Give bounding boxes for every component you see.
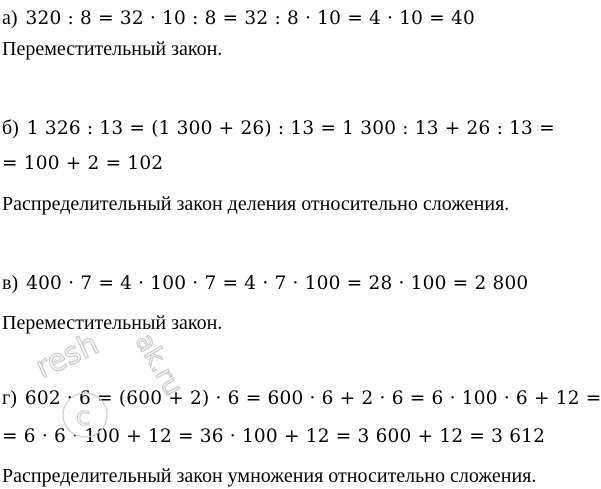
part-label: в) bbox=[2, 272, 19, 294]
part-b-law: Распределительный закон деления относительно сложения. bbox=[2, 193, 510, 215]
part-g-law: Распределительный закон умножения относительно сложения. bbox=[2, 465, 537, 487]
reshak-watermark-logo bbox=[30, 326, 190, 440]
equation-line: 1 326 : 13 = (1 300 + 26) : 13 = 1 300 : 13 + 26 : 13 = bbox=[26, 118, 555, 139]
part-a-equation bbox=[2, 6, 475, 31]
equation-line: 320 : 8 = 32 · 10 : 8 = 32 : 8 · 10 = 4 · 10 = 40 bbox=[25, 8, 475, 29]
part-g-equation bbox=[2, 386, 601, 411]
part-b-equation-cont: = 100 + 2 = 102 bbox=[2, 153, 164, 174]
part-a-law: Переместительный закон. bbox=[2, 38, 223, 60]
part-label: г) bbox=[2, 387, 17, 409]
part-v-law: Переместительный закон. bbox=[2, 312, 223, 334]
part-label: а) bbox=[2, 7, 18, 29]
equation-line: 602 · 6 = (600 + 2) · 6 = 600 · 6 + 2 · 6 = 6 · 100 · 6 + 12 = bbox=[24, 388, 601, 409]
part-b-equation bbox=[2, 116, 555, 141]
svg-text:ak.ru: ak.ru bbox=[128, 328, 189, 402]
part-v-equation bbox=[2, 271, 528, 296]
svg-text:resh: resh bbox=[30, 326, 104, 386]
part-g-equation-cont: = 6 · 6 · 100 + 12 = 36 · 100 + 12 = 3 600 + 12 = 3 612 bbox=[2, 426, 546, 447]
svg-text:c: c bbox=[76, 402, 91, 432]
part-label: б) bbox=[2, 117, 19, 139]
equation-line: 400 · 7 = 4 · 100 · 7 = 4 · 7 · 100 = 28 · 100 = 2 800 bbox=[26, 273, 529, 294]
